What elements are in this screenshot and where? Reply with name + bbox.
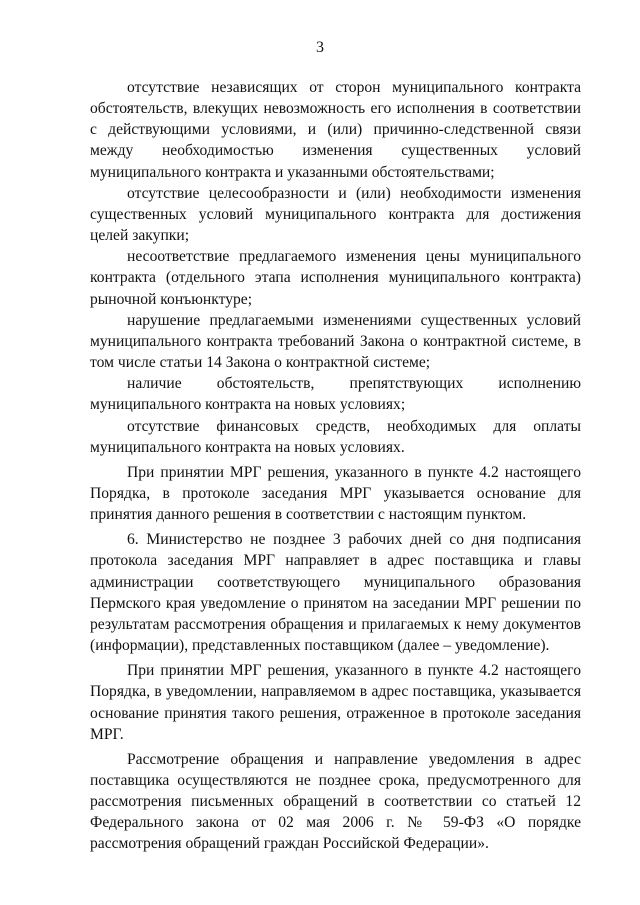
paragraph-section-6-notification: 6. Министерство не позднее 3 рабочих дней со дня подписания протокола заседания МРГ направляет в адрес поставщика и главы администрации соответствующего муниципального образования Пермского края уведомление о принятом на заседании МРГ решении по результатам рассмотрения обращения и прилагаемых к нему документов (информации), представленных поставщиком (далее – уведомление). <box>90 531 581 655</box>
page-number: 3 <box>316 39 324 56</box>
paragraph-law-violation: нарушение предлагаемыми изменениями существенных условий муниципального контракта требований Закона о контрактной системе, в том числе статьи 14 Закона о контрактной системе; <box>90 311 581 372</box>
paragraph-notification-reason: При принятии МРГ решения, указанного в пункте 4.2 настоящего Порядка, в уведомлении, направляемом в адрес поставщика, указывается основание принятия такого решения, отраженное в протоколе заседания МРГ. <box>90 662 581 743</box>
paragraph-protocol-reason: При принятии МРГ решения, указанного в пункте 4.2 настоящего Порядка, в протоколе заседания МРГ указывается основание для принятия данного решения в соответствии с настоящим пунктом. <box>90 463 581 524</box>
paragraph-no-independent-circumstances: отсутствие независящих от сторон муниципального контракта обстоятельств, влекущих невозможность его исполнения в соответствии с действующими условиями, и (или) причинно-следственной связи между необходимостью изменения существенных условий муниципального контракта и указанными обстоятельствами; <box>90 79 581 181</box>
document-body <box>90 77 581 855</box>
paragraph-no-expediency: отсутствие целесообразности и (или) необходимости изменения существенных условий муниципального контракта для достижения целей закупки; <box>90 184 581 245</box>
paragraph-no-funds: отсутствие финансовых средств, необходимых для оплаты муниципального контракта на новых условиях. <box>90 417 581 456</box>
paragraph-price-mismatch: несоответствие предлагаемого изменения цены муниципального контракта (отдельного этапа исполнения муниципального контракта) рыночной конъюнктуре; <box>90 248 581 308</box>
paragraph-obstacles: наличие обстоятельств, препятствующих исполнению муниципального контракта на новых условиях; <box>90 375 581 414</box>
paragraph-deadline: Рассмотрение обращения и направление уведомления в адрес поставщика осуществляются не позднее срока, предусмотренного для рассмотрения письменных обращений в соответствии со статьей 12 Федерального закона от 02 мая 2006 г. № 59-ФЗ «О порядке рассмотрения обращений граждан Российской Федерации». <box>90 750 581 853</box>
